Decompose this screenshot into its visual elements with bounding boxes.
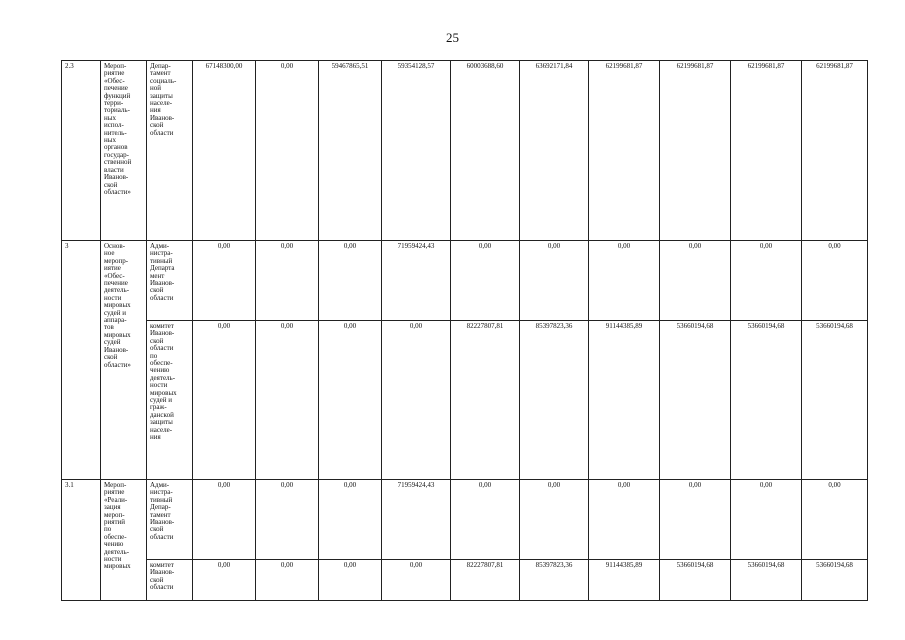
value-cell: 0,00 — [319, 321, 382, 480]
executor-line: ской — [150, 575, 164, 584]
executor-line: мент — [150, 271, 165, 280]
value-cell: 60003688,60 — [451, 61, 520, 241]
activity-name-line: нитель- — [104, 128, 127, 137]
value-cell: 62199681,87 — [589, 61, 660, 241]
page-number: 25 — [446, 30, 459, 45]
value-cell: 0,00 — [256, 321, 319, 480]
executor-line: области — [150, 583, 174, 592]
value-cell: 0,00 — [256, 241, 319, 321]
executor-line: судей и — [150, 396, 172, 405]
value-cell: 82227807,81 — [451, 560, 520, 601]
activity-name-line: терри- — [104, 99, 124, 108]
activity-name-line: мировых — [104, 330, 131, 339]
executor-line: ности — [150, 381, 168, 390]
activity-name-line: мероп- — [104, 510, 125, 519]
value-cell: 0,00 — [193, 480, 256, 560]
value-cell: 0,00 — [802, 480, 868, 560]
activity-name — [101, 61, 147, 241]
executor-cell — [147, 61, 193, 241]
executor-line: данской — [150, 410, 174, 419]
value-cell: 62199681,87 — [731, 61, 802, 241]
activity-name-line: ное — [104, 249, 115, 258]
executor-cell — [147, 480, 193, 560]
value-cell: 59467865,51 — [319, 61, 382, 241]
activity-name-line: печение — [104, 279, 128, 288]
value-cell: 0,00 — [802, 241, 868, 321]
executor-line: области — [150, 128, 174, 137]
executor-cell — [147, 241, 193, 321]
activity-name-line: печение — [104, 84, 128, 93]
value-cell: 82227807,81 — [451, 321, 520, 480]
executor-line: тамент — [150, 69, 171, 78]
executor-cell — [147, 321, 193, 480]
value-cell: 53660194,68 — [660, 560, 731, 601]
table-row — [62, 321, 868, 480]
value-cell: 53660194,68 — [660, 321, 731, 480]
table-row — [62, 560, 868, 601]
activity-name-line: органов — [104, 143, 128, 152]
activity-name-line: иятие — [104, 264, 121, 273]
activity-name-line: риятие — [104, 488, 125, 497]
value-cell: 62199681,87 — [660, 61, 731, 241]
activity-name-line: Иванов- — [104, 173, 129, 182]
row-id: 3 — [62, 241, 101, 480]
activity-name-line: ности — [104, 293, 122, 302]
activity-name-line: Основ- — [104, 242, 126, 250]
executor-line: защиты — [150, 91, 173, 100]
activity-name-line: ской — [104, 180, 118, 189]
activity-name-line: функций — [104, 91, 131, 100]
value-cell: 85397823,36 — [520, 321, 589, 480]
value-cell: 85397823,36 — [520, 560, 589, 601]
value-cell: 0,00 — [256, 480, 319, 560]
executor-line: населе- — [150, 99, 173, 108]
executor-line: Иванов- — [150, 568, 175, 577]
executor-line: социаль- — [150, 76, 177, 85]
executor-line: ния — [150, 106, 161, 115]
executor-line: нистра- — [150, 488, 173, 497]
value-cell: 53660194,68 — [802, 560, 868, 601]
activity-name-line: деятель- — [104, 286, 130, 295]
executor-line: ской — [150, 525, 164, 534]
value-cell: 0,00 — [731, 241, 802, 321]
activity-name-line: Иванов- — [104, 345, 129, 354]
activity-name-line: тов — [104, 323, 114, 332]
value-cell: 0,00 — [382, 321, 451, 480]
executor-line: населе- — [150, 425, 173, 434]
executor-line: комитет — [150, 322, 174, 330]
executor-line: Депар- — [150, 503, 171, 512]
value-cell: 0,00 — [731, 480, 802, 560]
executor-cell — [147, 560, 193, 601]
value-cell: 0,00 — [382, 560, 451, 601]
executor-line: Департа — [150, 264, 175, 273]
value-cell: 0,00 — [319, 241, 382, 321]
value-cell: 53660194,68 — [731, 560, 802, 601]
value-cell: 71959424,43 — [382, 241, 451, 321]
activity-name-line: обеспе- — [104, 532, 127, 541]
budget-table — [61, 60, 868, 601]
value-cell: 63692171,84 — [520, 61, 589, 241]
value-cell: 0,00 — [520, 480, 589, 560]
activity-name-line: ториаль- — [104, 106, 130, 115]
executor-line: тамент — [150, 510, 171, 519]
activity-name-line: Мероп- — [104, 481, 127, 489]
value-cell: 0,00 — [451, 480, 520, 560]
executor-line: Депар- — [150, 62, 171, 70]
table-row — [62, 241, 868, 321]
activity-name-line: ственной — [104, 158, 132, 167]
value-cell: 0,00 — [256, 560, 319, 601]
activity-name — [101, 480, 147, 601]
executor-line: граж- — [150, 403, 167, 412]
activity-name-line: зация — [104, 503, 121, 512]
activity-name-line: риятий — [104, 518, 126, 527]
value-cell: 0,00 — [193, 560, 256, 601]
activity-name-line: «Обес- — [104, 271, 125, 280]
activity-name-line: аппара- — [104, 316, 127, 325]
activity-name-line: Мероп- — [104, 62, 127, 70]
executor-line: Адми- — [150, 481, 170, 489]
value-cell: 91144385,89 — [589, 560, 660, 601]
activity-name-line: области» — [104, 360, 131, 369]
activity-name — [101, 241, 147, 480]
activity-name-line: судей и — [104, 308, 126, 317]
value-cell: 0,00 — [589, 480, 660, 560]
activity-name-line: по — [104, 525, 112, 534]
value-cell: 0,00 — [660, 480, 731, 560]
value-cell: 0,00 — [319, 480, 382, 560]
executor-line: Иванов- — [150, 329, 175, 338]
value-cell: 71959424,43 — [382, 480, 451, 560]
executor-line: Иванов- — [150, 279, 175, 288]
activity-name-line: деятель- — [104, 547, 130, 556]
executor-line: чению — [150, 366, 170, 375]
activity-name-line: государ- — [104, 150, 129, 159]
row-id: 3.1 — [62, 480, 101, 601]
value-cell: 0,00 — [520, 241, 589, 321]
value-cell: 0,00 — [193, 321, 256, 480]
executor-line: ской — [150, 336, 164, 345]
executor-line: области — [150, 344, 174, 353]
activity-name-line: чению — [104, 540, 124, 549]
activity-name-line: ных — [104, 136, 116, 145]
table-row — [62, 61, 868, 241]
activity-name-line: испол- — [104, 121, 124, 130]
value-cell: 0,00 — [660, 241, 731, 321]
value-cell: 53660194,68 — [802, 321, 868, 480]
executor-line: защиты — [150, 418, 173, 427]
executor-line: области — [150, 293, 174, 302]
value-cell: 91144385,89 — [589, 321, 660, 480]
executor-line: области — [150, 532, 174, 541]
executor-line: Иванов- — [150, 518, 175, 527]
activity-name-line: ных — [104, 113, 116, 122]
value-cell: 0,00 — [451, 241, 520, 321]
executor-line: мировых — [150, 388, 177, 397]
executor-line: тивный — [150, 256, 173, 265]
activity-name-line: мировых — [104, 301, 131, 310]
value-cell: 0,00 — [256, 61, 319, 241]
activity-name-line: ской — [104, 353, 118, 362]
executor-line: деятель- — [150, 373, 176, 382]
executor-line: обеспе- — [150, 359, 173, 368]
executor-line: Иванов- — [150, 113, 175, 122]
activity-name-line: «Обес- — [104, 76, 125, 85]
executor-line: Адми- — [150, 242, 170, 250]
row-id: 2.3 — [62, 61, 101, 241]
table-row — [62, 480, 868, 560]
value-cell: 0,00 — [193, 241, 256, 321]
executor-line: по — [150, 351, 158, 360]
executor-line: комитет — [150, 561, 174, 569]
activity-name-line: «Реали- — [104, 495, 128, 504]
executor-line: нистра- — [150, 249, 173, 258]
activity-name-line: судей — [104, 338, 121, 347]
executor-line: тивный — [150, 495, 173, 504]
activity-name-line: меропр- — [104, 256, 129, 265]
value-cell: 59354128,57 — [382, 61, 451, 241]
activity-name-line: мировых — [104, 562, 131, 571]
value-cell: 62199681,87 — [802, 61, 868, 241]
executor-line: ной — [150, 84, 161, 93]
executor-line: ской — [150, 286, 164, 295]
executor-line: ния — [150, 433, 161, 442]
activity-name-line: власти — [104, 165, 124, 174]
activity-name-line: области» — [104, 187, 131, 196]
value-cell: 0,00 — [319, 560, 382, 601]
executor-line: ской — [150, 121, 164, 130]
value-cell: 67148300,00 — [193, 61, 256, 241]
value-cell: 53660194,68 — [731, 321, 802, 480]
activity-name-line: риятие — [104, 69, 125, 78]
activity-name-line: ности — [104, 555, 122, 564]
value-cell: 0,00 — [589, 241, 660, 321]
